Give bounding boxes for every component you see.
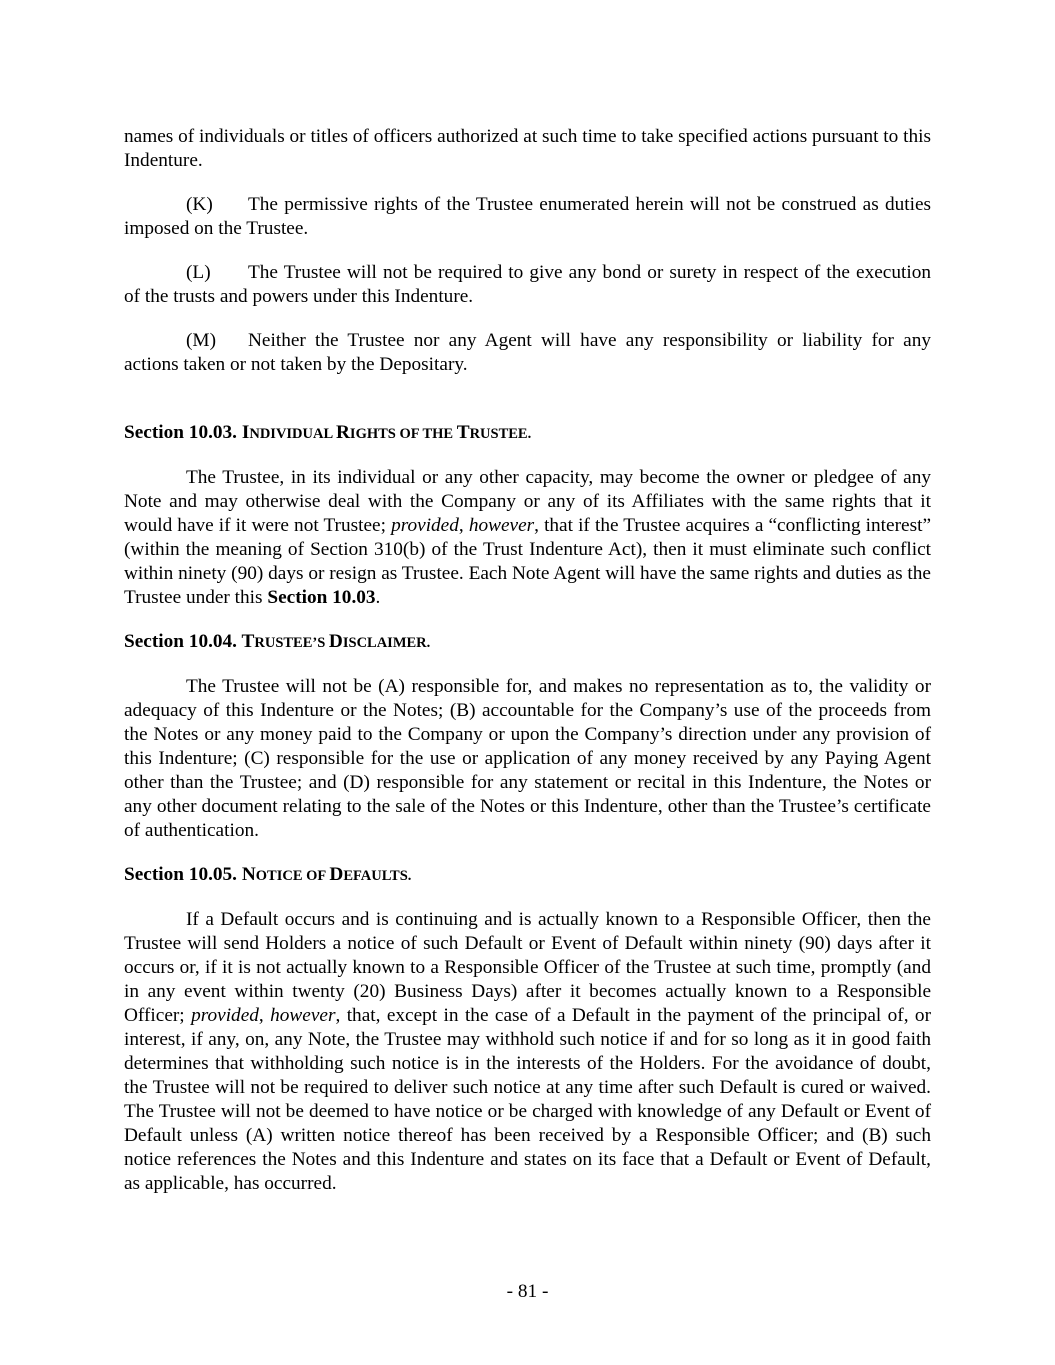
section-heading-10-04 [124, 630, 931, 655]
list-item-l [124, 261, 931, 309]
section-heading-10-03 [124, 421, 931, 446]
section-10-05-body: If a Default occurs and is continuing and is actually known to a Responsible Officer, then the Trustee will send Holders a notice of such Default or Event of Default within ninety (90) days after it occurs or, if it is not actually known to a Responsible Officer of the Trustee at such time, promptly (and in any event within twenty (20) Business Days) after it becomes actually known to a Responsible Officer; provided, however, that, except in the case of a Default in the payment of the principal of, or interest, if any, on, any Note, the Trustee may withhold such notice if and for so long as it in good faith determines that withholding such notice is in the interests of the Holders. For the avoidance of doubt, the Trustee will not be required to deliver such notice at any time after such Default is cured or waived. The Trustee will not be deemed to have notice or be charged with knowledge of any Default or Event of Default unless (A) written notice thereof has been received by a Responsible Officer; and (B) such notice references the Notes and this Indenture and states on its face that a Default or Event of Default, as applicable, has occurred. [124, 909, 931, 1194]
section-10-03-body: The Trustee, in its individual or any other capacity, may become the owner or pledgee of any Note and may otherwise deal with the Company or any of its Affiliates with the same rights that it would have if it were not Trustee; provided, however, that if the Trustee acquires a “conflicting interest” (within the meaning of Section 310(b) of the Trust Indenture Act), then it must eliminate such conflict within ninety (90) days or resign as Trustee. Each Note Agent will have the same rights and duties as the Trustee under this Section 10.03. [124, 467, 931, 608]
list-item-label: (K) [186, 194, 213, 215]
list-item-text: The Trustee will not be required to give any bond or surety in respect of the execution of the trusts and powers under this Indenture. [124, 262, 931, 307]
section-title: NOTICE OF DEFAULTS. [241, 864, 412, 885]
page-number: - 81 - [506, 1281, 549, 1302]
section-title: INDIVIDUAL RIGHTS OF THE TRUSTEE. [241, 422, 532, 443]
list-item-text: The permissive rights of the Trustee enumerated herein will not be construed as duties imposed on the Trustee. [124, 194, 931, 239]
section-number: Section 10.04. [124, 631, 238, 652]
section-10-04-body: The Trustee will not be (A) responsible for, and makes no representation as to, the validity or adequacy of this Indenture or the Notes; (B) accountable for the Company’s use of the proceeds from the Notes or any money paid to the Company or upon the Company’s direction under any provision of this Indenture; (C) responsible for the use or application of any money received by any Paying Agent other than the Trustee; and (D) responsible for any statement or recital in this Indenture, the Notes or any other document relating to the sale of the Notes or this Indenture, other than the Trustee’s certificate of authentication. [124, 676, 931, 841]
list-item-label: (M) [186, 330, 216, 351]
section-number: Section 10.05. [124, 864, 238, 885]
list-item-text: Neither the Trustee nor any Agent will have any responsibility or liability for any actions taken or not taken by the Depositary. [124, 330, 931, 375]
list-item-k [124, 193, 931, 241]
document-body [124, 125, 931, 1216]
section-number: Section 10.03. [124, 422, 238, 443]
section-cross-reference: Section 10.03 [267, 587, 376, 608]
list-item-m [124, 329, 931, 377]
list-item-label: (L) [186, 262, 211, 283]
section-heading-10-05 [124, 863, 931, 888]
continued-paragraph: names of individuals or titles of officers authorized at such time to take specified actions pursuant to this Indenture. [124, 126, 931, 171]
section-title: TRUSTEE’S DISCLAIMER. [241, 631, 431, 652]
